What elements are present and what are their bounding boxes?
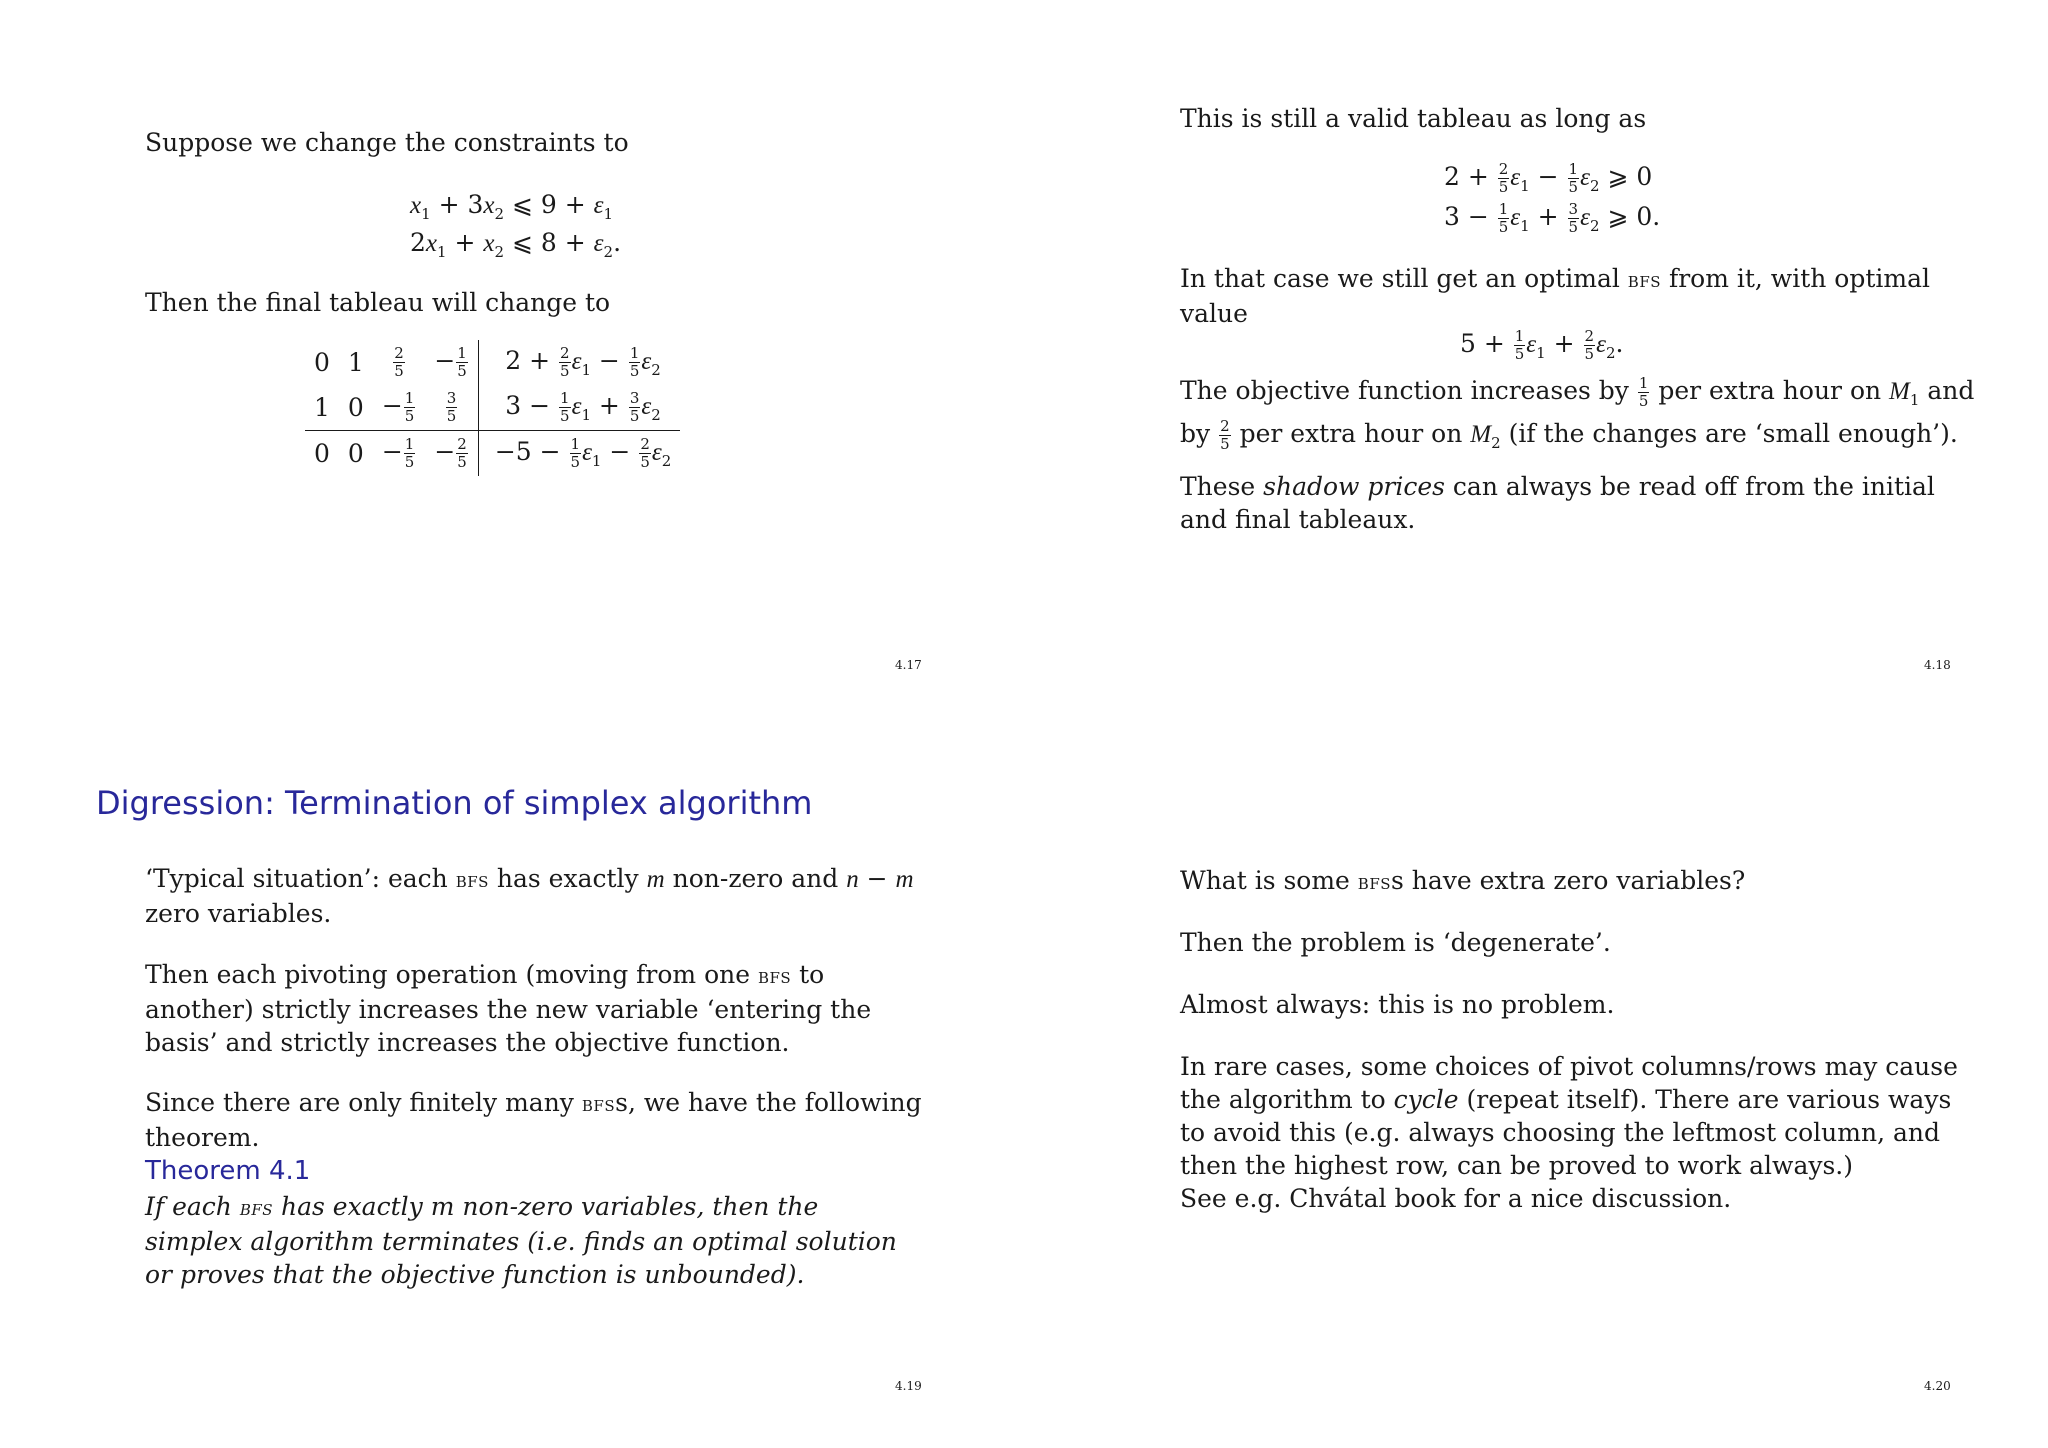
degenerate-text: Then the problem is ‘degenerate’. <box>1180 928 1611 957</box>
slide-4-17 <box>0 0 1024 724</box>
tableau-cell: 0 <box>339 431 373 477</box>
tableau-cell: 1 <box>314 393 330 422</box>
page-number: 4.18 <box>1924 658 1951 672</box>
intro-text: Suppose we change the constraints to <box>145 128 629 157</box>
intro-text: This is still a valid tableau as long as <box>1180 104 1647 133</box>
tableau-cell: 3 − $\frac{1}{5}$ $\varepsilon_1$ + $\frac{3}{5}$ $\varepsilon_2$ <box>478 385 680 431</box>
condition-1: 2 + $\frac{2}{5}$ $\varepsilon_1$ − $\frac{1}{5}$ $\varepsilon_2$ ⩾ 0 <box>1444 160 1653 196</box>
slide-title: Digression: Termination of simplex algorithm <box>96 784 813 822</box>
tableau-cell: −5 − $\frac{1}{5}$ $\varepsilon_1$ − $\frac{2}{5}$ $\varepsilon_2$ <box>478 431 680 477</box>
tableau-row <box>305 340 680 385</box>
tableau-cell: $\frac{2}{5}$ <box>394 344 404 380</box>
page-number: 4.19 <box>895 1379 922 1393</box>
shadow-prices-text: These shadow prices can always be read off from the initial and final tableaux. <box>1180 472 1935 534</box>
tableau-cell: − $\frac{1}{5}$ <box>434 344 467 380</box>
typical-situation-text: ‘Typical situation’: each bfs has exactly m non-zero and n − m zero variables. <box>145 864 914 928</box>
tableau-cell: 0 <box>305 431 339 477</box>
after-text: Then the final tableau will change to <box>145 288 611 317</box>
tableau-cell: − $\frac{1}{5}$ <box>373 431 426 477</box>
tableau-cell: − $\frac{1}{5}$ <box>381 389 415 425</box>
optimal-value: 5 + $\frac{1}{5}$ $\varepsilon_1$ + $\frac{2}{5}$ $\varepsilon_2$. <box>1460 327 1624 363</box>
extra-zero-text: What is some bfss have extra zero variables? <box>1180 866 1746 895</box>
slide-4-19 <box>0 724 1024 1448</box>
theorem-statement: If each bfs has exactly m non-zero variables, then the simplex algorithm terminates (i.e. finds an optimal solution or proves that the objective function is unbounded). <box>145 1192 897 1289</box>
chvatal-reference-text: See e.g. Chvátal book for a nice discussion. <box>1180 1184 1732 1213</box>
tableau-cell: 1 <box>347 348 364 377</box>
constraint-2: $2x_1 + x_2$ ⩽ $8 + \varepsilon_2$. <box>410 228 622 261</box>
tableau-cell: 2 + $\frac{2}{5}$ $\varepsilon_1$ − $\frac{1}{5}$ $\varepsilon_2$ <box>478 340 680 385</box>
rare-cases-text: In rare cases, some choices of pivot columns/rows may cause the algorithm to cycle (repeat itself). There are various ways to avoid this (e.g. always choosing the leftmost column, and then the highest row, can be proved to work always.) <box>1180 1052 1958 1180</box>
objective-increase-text: The objective function increases by $\frac{1}{5}$ per extra hour on $M_1$ and by $\frac{2}{5}$ per extra hour on $M_2$ (if the changes are ‘small enough’). <box>1180 374 1975 453</box>
tableau-cell: 0 <box>314 348 330 377</box>
pivoting-text: Then each pivoting operation (moving from one bfs to another) strictly increases the new variable ‘entering the basis’ and strictly increases the objective function. <box>145 960 872 1057</box>
slide-4-20 <box>1024 724 2048 1448</box>
slide-4-18 <box>1024 0 2048 724</box>
no-problem-text: Almost always: this is no problem. <box>1180 990 1615 1019</box>
page-number: 4.20 <box>1924 1379 1951 1393</box>
tableau-cell: 0 <box>347 393 364 422</box>
tableau-cell: − $\frac{2}{5}$ <box>425 431 478 477</box>
theorem-label: Theorem 4.1 <box>145 1156 311 1186</box>
constraint-1: $x_1 + 3x_2$ ⩽ $9 + \varepsilon_1$ <box>410 190 614 223</box>
condition-2: 3 − $\frac{1}{5}$ $\varepsilon_1$ + $\frac{3}{5}$ $\varepsilon_2$ ⩾ 0. <box>1444 200 1661 236</box>
tableau-cell: $\frac{3}{5}$ <box>446 389 457 425</box>
optimal-bfs-text: In that case we still get an optimal bfs from it, with optimal value <box>1180 264 1930 328</box>
finitely-many-text: Since there are only finitely many bfss, we have the following theorem. <box>145 1088 922 1152</box>
tableau-row <box>305 385 680 431</box>
page-number: 4.17 <box>895 658 922 672</box>
tableau-objective-row <box>305 431 680 477</box>
tableau <box>305 340 680 476</box>
